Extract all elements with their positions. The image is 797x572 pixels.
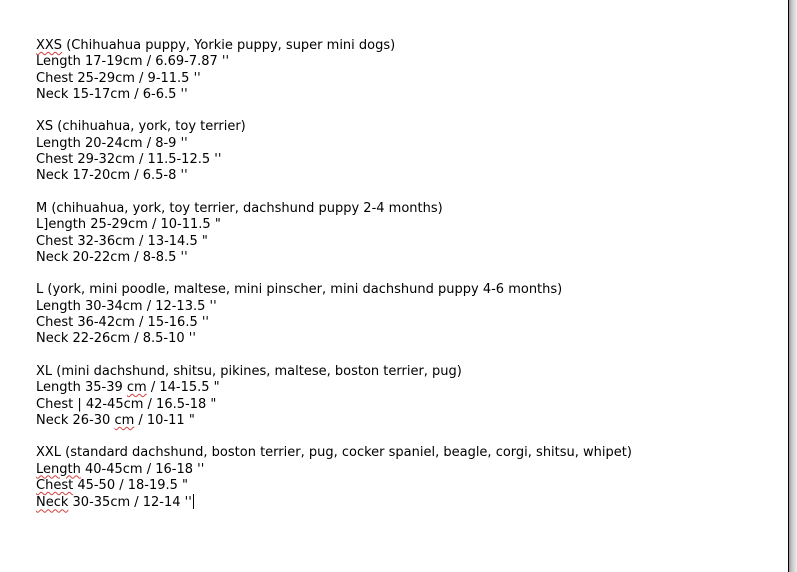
chest-line: Chest 36-42cm / 15-16.5 '' (36, 315, 210, 331)
length-line: Length 17-19cm / 6.69-7.87 '' (36, 54, 230, 70)
size-heading: XS (chihuahua, york, toy terrier) (36, 119, 246, 135)
spellcheck-flag: XXS (36, 38, 63, 53)
neck-line: Neck 20-22cm / 8-8.5 '' (36, 249, 188, 265)
length-line: Length 30-34cm / 12-13.5 '' (36, 298, 217, 314)
size-block-l (36, 282, 776, 347)
length-line: Length 40-45cm / 16-18 '' (36, 461, 205, 477)
length-line: Length 35-39 cm / 14-15.5 " (36, 380, 220, 396)
size-heading: M (chihuahua, york, toy terrier, dachshund puppy 2-4 months) (36, 200, 443, 216)
chest-line: Chest 45-50 / 18-19.5 " (36, 478, 189, 494)
document-body[interactable] (36, 38, 776, 527)
size-block-m (36, 201, 776, 266)
spellcheck-flag: cm (114, 412, 135, 428)
size-block-xs (36, 119, 776, 184)
text-cursor (193, 494, 194, 509)
page-shadow (789, 0, 797, 572)
size-block-xxl (36, 445, 776, 510)
chest-line: Chest 32-36cm / 13-14.5 " (36, 233, 208, 249)
size-block-xxs (36, 38, 776, 103)
chest-line: Chest 29-32cm / 11.5-12.5 '' (36, 152, 222, 168)
spellcheck-flag: Neck (36, 495, 69, 511)
spellcheck-flag: cm (126, 380, 147, 396)
spellcheck-flag: Length (36, 461, 81, 477)
length-line: Length 20-24cm / 8-9 '' (36, 135, 188, 151)
size-heading: XL (mini dachshund, shitsu, pikines, maltese, boston terrier, pug) (36, 363, 462, 379)
size-heading: L (york, mini poodle, maltese, mini pinscher, mini dachshund puppy 4-6 months) (36, 282, 563, 298)
length-line: L]ength 25-29cm / 10-11.5 " (36, 217, 221, 233)
chest-line: Chest 25-29cm / 9-11.5 '' (36, 70, 201, 86)
neck-line: Neck 17-20cm / 6.5-8 '' (36, 168, 188, 184)
size-heading: XXS (Chihuahua puppy, Yorkie puppy, super mini dogs) (36, 38, 396, 53)
neck-line-with-cursor (36, 494, 776, 510)
neck-line: Neck 22-26cm / 8.5-10 '' (36, 331, 196, 347)
chest-line: Chest | 42-45cm / 16.5-18 " (36, 396, 217, 412)
neck-line: Neck 15-17cm / 6-6.5 '' (36, 86, 188, 102)
neck-line: Neck 30-35cm / 12-14 '' (36, 495, 192, 511)
size-heading: XXL (standard dachshund, boston terrier, pug, cocker spaniel, beagle, corgi, shitsu, whipet) (36, 445, 632, 461)
size-block-xl (36, 364, 776, 429)
spellcheck-flag: Chest (36, 478, 74, 494)
neck-line: Neck 26-30 cm / 10-11 " (36, 412, 195, 428)
